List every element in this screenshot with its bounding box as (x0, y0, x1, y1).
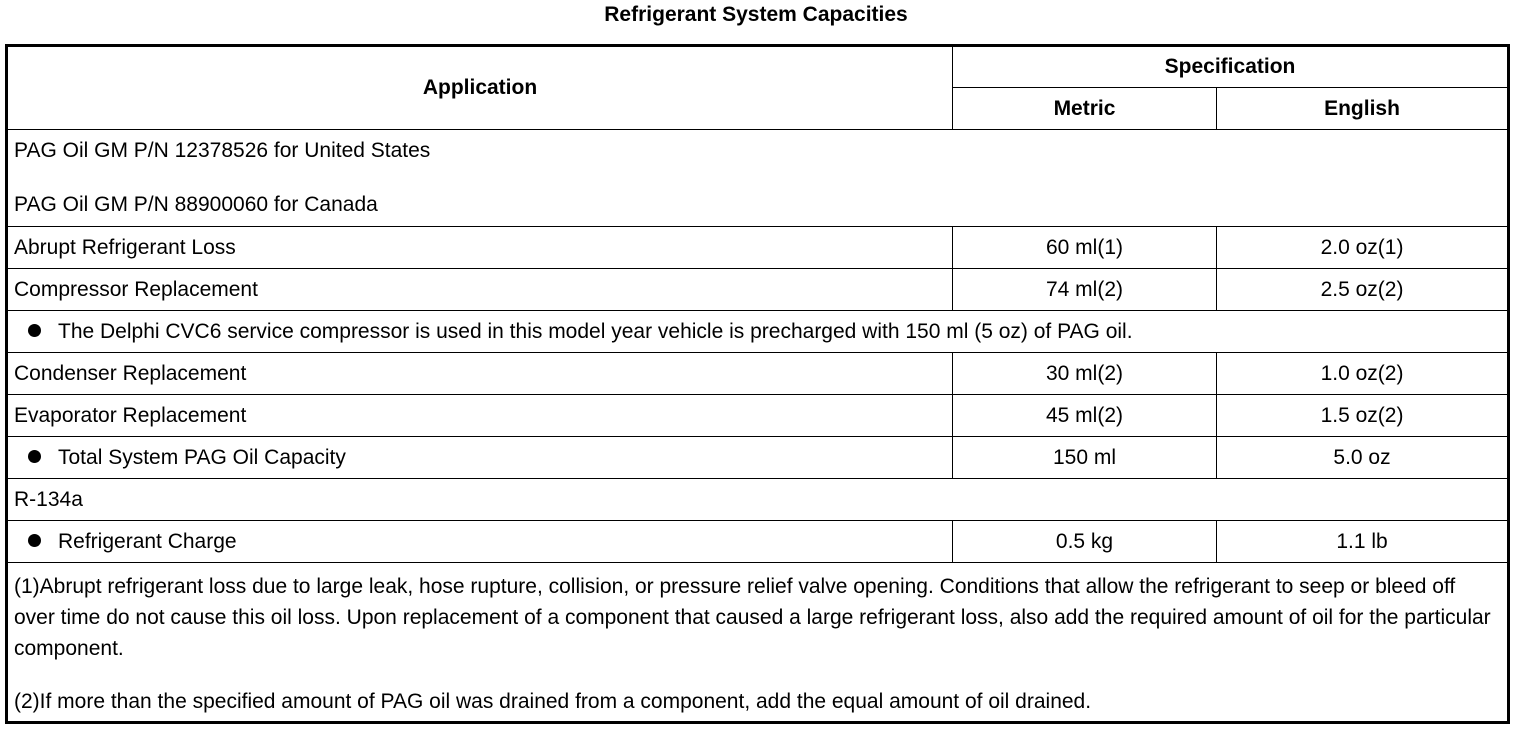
pag-oil-us: PAG Oil GM P/N 12378526 for United States (14, 139, 431, 162)
table-row (7, 353, 1509, 395)
row-metric: 74 ml(2) (953, 269, 1217, 311)
row-metric: 45 ml(2) (953, 395, 1217, 437)
refrigerant-charge-cell (7, 521, 953, 563)
header-application: Application (7, 46, 953, 130)
header-row-top (7, 46, 1509, 88)
pag-oil-row (7, 130, 1509, 227)
row-metric: 60 ml(1) (953, 227, 1217, 269)
row-metric: 150 ml (953, 437, 1217, 479)
compressor-note: The Delphi CVC6 service compressor is used in this model year vehicle is precharged with 150 ml (5 oz) of PAG oil. (58, 319, 1133, 343)
table-row (7, 227, 1509, 269)
compressor-note-row (7, 311, 1509, 353)
capacities-table (5, 44, 1510, 724)
refrigerant-name: R-134a (7, 479, 1509, 521)
compressor-note-cell (7, 311, 1509, 353)
footnotes-row (7, 563, 1509, 723)
footnotes-cell (7, 563, 1509, 723)
refrigerant-metric: 0.5 kg (953, 521, 1217, 563)
row-label: Condenser Replacement (7, 353, 953, 395)
refrigerant-charge-label: Refrigerant Charge (58, 529, 237, 553)
footnote-1: (1)Abrupt refrigerant loss due to large leak, hose rupture, collision, or pressure relief valve opening. Conditions that allow the refrigerant to seep or bleed off over time do not cause this oil loss. Upon replacement of a component that caused a large refrigerant loss, also add the required amount of oil for the particular component. (14, 575, 1491, 660)
table-row (7, 437, 1509, 479)
refrigerant-english: 1.1 lb (1217, 521, 1509, 563)
table-row (7, 395, 1509, 437)
row-english: 2.0 oz(1) (1217, 227, 1509, 269)
row-english: 1.5 oz(2) (1217, 395, 1509, 437)
row-metric: 30 ml(2) (953, 353, 1217, 395)
row-label: Compressor Replacement (7, 269, 953, 311)
header-specification: Specification (953, 46, 1509, 88)
page-title: Refrigerant System Capacities (604, 3, 908, 26)
header-metric: Metric (953, 88, 1217, 130)
bullet-icon (28, 450, 41, 463)
row-label: Total System PAG Oil Capacity (58, 445, 346, 469)
row-label: Abrupt Refrigerant Loss (7, 227, 953, 269)
pag-oil-canada: PAG Oil GM P/N 88900060 for Canada (14, 193, 378, 216)
row-english: 1.0 oz(2) (1217, 353, 1509, 395)
footnote-2: (2)If more than the specified amount of PAG oil was drained from a component, add the equal amount of oil drained. (14, 690, 1092, 713)
refrigerant-row (7, 479, 1509, 521)
bullet-icon (28, 324, 41, 337)
header-english: English (1217, 88, 1509, 130)
row-label-cell (7, 437, 953, 479)
row-english: 2.5 oz(2) (1217, 269, 1509, 311)
bullet-icon (28, 534, 41, 547)
row-label: Evaporator Replacement (7, 395, 953, 437)
table-row (7, 521, 1509, 563)
pag-oil-cell (7, 130, 1509, 227)
table-row (7, 269, 1509, 311)
row-english: 5.0 oz (1217, 437, 1509, 479)
